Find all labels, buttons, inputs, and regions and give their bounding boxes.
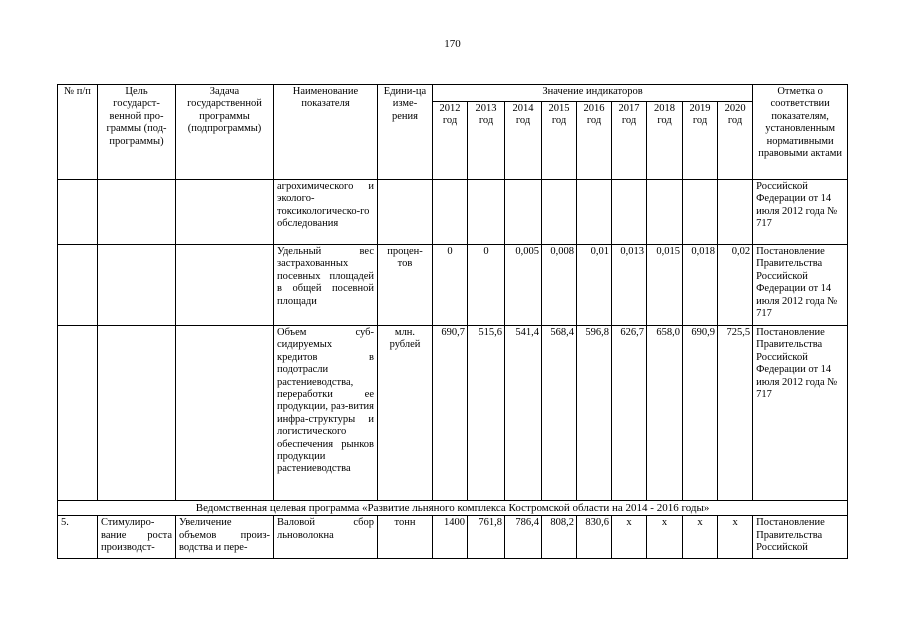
cell-value bbox=[505, 180, 542, 245]
cell-value: 0,015 bbox=[647, 245, 683, 326]
year-header: 2019 год bbox=[683, 102, 718, 180]
cell-note: Постановление Правительства Российской Федерации от 14 июля 2012 года № 717 bbox=[753, 326, 848, 501]
header-task: Задача государственной программы (подпрограммы) bbox=[176, 85, 274, 180]
cell-indicator: Объем суб-сидируемых кредитов в подотрасли растениеводства, переработки ее продукции, раз-вития инфра-структуры и логистического обеспечения рынков продукции растениеводства bbox=[274, 326, 378, 501]
cell-value: 568,4 bbox=[542, 326, 577, 501]
page-number: 170 bbox=[444, 38, 461, 50]
cell-unit: тонн bbox=[378, 516, 433, 559]
cell-unit: процен-тов bbox=[378, 245, 433, 326]
cell-value: 761,8 bbox=[468, 516, 505, 559]
year-header: 2015 год bbox=[542, 102, 577, 180]
section-title: Ведомственная целевая программа «Развитие льняного комплекса Костромской области на 2014 - 2016 годы» bbox=[58, 501, 848, 516]
year-header: 2016 год bbox=[577, 102, 612, 180]
header-values: Значение индикаторов bbox=[433, 85, 753, 102]
cell-value bbox=[542, 180, 577, 245]
header-num: № п/п bbox=[58, 85, 98, 180]
cell-unit bbox=[378, 180, 433, 245]
year-header: 2020 год bbox=[718, 102, 753, 180]
cell-value: 0 bbox=[468, 245, 505, 326]
cell-num bbox=[58, 245, 98, 326]
cell-value: х bbox=[683, 516, 718, 559]
year-header: 2017 год bbox=[612, 102, 647, 180]
cell-num bbox=[58, 180, 98, 245]
cell-value: 0,02 bbox=[718, 245, 753, 326]
header-goal: Цель государст-венной про-граммы (под-программы) bbox=[98, 85, 176, 180]
cell-num: 5. bbox=[58, 516, 98, 559]
table-row bbox=[58, 180, 848, 245]
cell-task bbox=[176, 180, 274, 245]
cell-value: 0,008 bbox=[542, 245, 577, 326]
cell-value: 0,005 bbox=[505, 245, 542, 326]
cell-value: 725,5 bbox=[718, 326, 753, 501]
header-row bbox=[58, 85, 848, 102]
cell-value: 690,9 bbox=[683, 326, 718, 501]
cell-note: Постановление Правительства Российской bbox=[753, 516, 848, 559]
cell-note: Постановление Правительства Российской Федерации от 14 июля 2012 года № 717 bbox=[753, 245, 848, 326]
cell-value bbox=[468, 180, 505, 245]
cell-value: 690,7 bbox=[433, 326, 468, 501]
cell-task: Увеличение объемов произ-водства и пере- bbox=[176, 516, 274, 559]
cell-value: 0,018 bbox=[683, 245, 718, 326]
cell-value: х bbox=[647, 516, 683, 559]
cell-indicator: Валовой сбор льноволокна bbox=[274, 516, 378, 559]
cell-value: 658,0 bbox=[647, 326, 683, 501]
cell-value bbox=[718, 180, 753, 245]
cell-value bbox=[683, 180, 718, 245]
cell-note: Российской Федерации от 14 июля 2012 года № 717 bbox=[753, 180, 848, 245]
cell-value: 626,7 bbox=[612, 326, 647, 501]
cell-value: 515,6 bbox=[468, 326, 505, 501]
cell-unit: млн. рублей bbox=[378, 326, 433, 501]
cell-task bbox=[176, 245, 274, 326]
cell-goal bbox=[98, 245, 176, 326]
year-header: 2013 год bbox=[468, 102, 505, 180]
cell-value bbox=[612, 180, 647, 245]
cell-value: 0,01 bbox=[577, 245, 612, 326]
indicators-table bbox=[57, 84, 848, 559]
cell-value: 808,2 bbox=[542, 516, 577, 559]
cell-value: 541,4 bbox=[505, 326, 542, 501]
cell-value: 0,013 bbox=[612, 245, 647, 326]
cell-value: х bbox=[612, 516, 647, 559]
cell-indicator: агрохимического и эколого-токсикологическо-го обследования bbox=[274, 180, 378, 245]
cell-goal bbox=[98, 180, 176, 245]
table-row bbox=[58, 516, 848, 559]
cell-value bbox=[433, 180, 468, 245]
cell-value: х bbox=[718, 516, 753, 559]
cell-indicator: Удельный вес застрахованных посевных площадей в общей посевной площади bbox=[274, 245, 378, 326]
cell-value: 1400 bbox=[433, 516, 468, 559]
header-unit: Едини-ца изме-рения bbox=[378, 85, 433, 180]
cell-num bbox=[58, 326, 98, 501]
cell-value: 596,8 bbox=[577, 326, 612, 501]
cell-value bbox=[647, 180, 683, 245]
cell-value: 0 bbox=[433, 245, 468, 326]
cell-task bbox=[176, 326, 274, 501]
year-header: 2014 год bbox=[505, 102, 542, 180]
year-header: 2018 год bbox=[647, 102, 683, 180]
header-note: Отметка о соответствии показателям, установленным нормативными правовыми актами bbox=[753, 85, 848, 180]
cell-goal: Стимулиро-вание роста производст- bbox=[98, 516, 176, 559]
cell-value: 830,6 bbox=[577, 516, 612, 559]
table-row bbox=[58, 245, 848, 326]
year-header: 2012 год bbox=[433, 102, 468, 180]
cell-value: 786,4 bbox=[505, 516, 542, 559]
section-row bbox=[58, 501, 848, 516]
cell-goal bbox=[98, 326, 176, 501]
cell-value bbox=[577, 180, 612, 245]
header-indicator: Наименование показателя bbox=[274, 85, 378, 180]
table-row bbox=[58, 326, 848, 501]
